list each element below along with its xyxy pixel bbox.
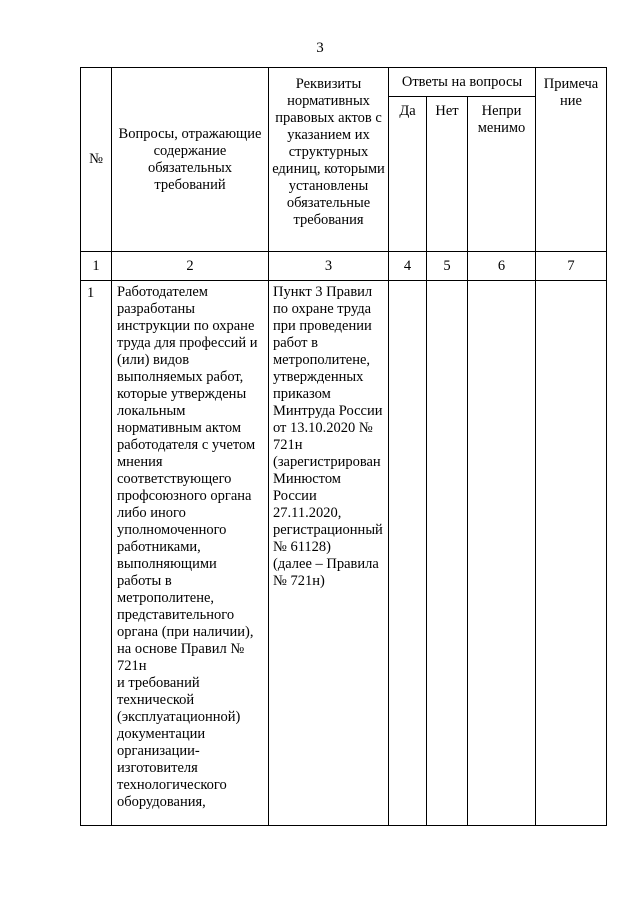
answer-no-cell[interactable]: [427, 281, 468, 826]
column-index-cell: 5: [427, 252, 468, 281]
column-index-cell: 1: [81, 252, 112, 281]
row-question: Работодателем разработаны инструкции по охране труда для профессий и (или) видов выполняемых работ, которые утверждены локальным нормативным актом работодателя с учетом мнения соответствующего профсоюзного органа либо иного уполномоченного работниками, выполняющими работы в метрополитене, представительного органа (при наличии), на основе Правил № 721н и требований технической (эксплуатационной) документации организации-изготовителя технологического оборудования,: [112, 281, 269, 826]
table-row: [81, 281, 607, 826]
answer-yes-cell[interactable]: [389, 281, 427, 826]
row-number: 1: [81, 281, 112, 826]
header-note: Примеча ние: [536, 68, 607, 252]
header-question: Вопросы, отражающие содержание обязательных требований: [112, 68, 269, 252]
column-index-cell: 7: [536, 252, 607, 281]
answer-not-applicable-cell[interactable]: [468, 281, 536, 826]
checklist-table: [80, 67, 607, 826]
header-answers: Ответы на вопросы: [389, 68, 536, 97]
column-index-cell: 6: [468, 252, 536, 281]
header-yes: Да: [389, 97, 427, 252]
header-num: №: [81, 68, 112, 252]
header-no: Нет: [427, 97, 468, 252]
column-index-cell: 3: [269, 252, 389, 281]
column-index-cell: 2: [112, 252, 269, 281]
header-requisites: Реквизиты нормативных правовых актов с указанием их структурных единиц, которыми установлены обязательные требования: [269, 68, 389, 252]
header-row: [81, 68, 607, 97]
header-not-applicable: Непри менимо: [468, 97, 536, 252]
column-index-cell: 4: [389, 252, 427, 281]
column-index-row: [81, 252, 607, 281]
row-requisites: Пункт 3 Правил по охране труда при проведении работ в метрополитене, утвержденных приказом Минтруда России от 13.10.2020 № 721н (зарегистрирован Минюстом России 27.11.2020, регистрационный № 61128) (далее – Правила № 721н): [269, 281, 389, 826]
note-cell[interactable]: [536, 281, 607, 826]
page-number: 3: [316, 40, 324, 56]
